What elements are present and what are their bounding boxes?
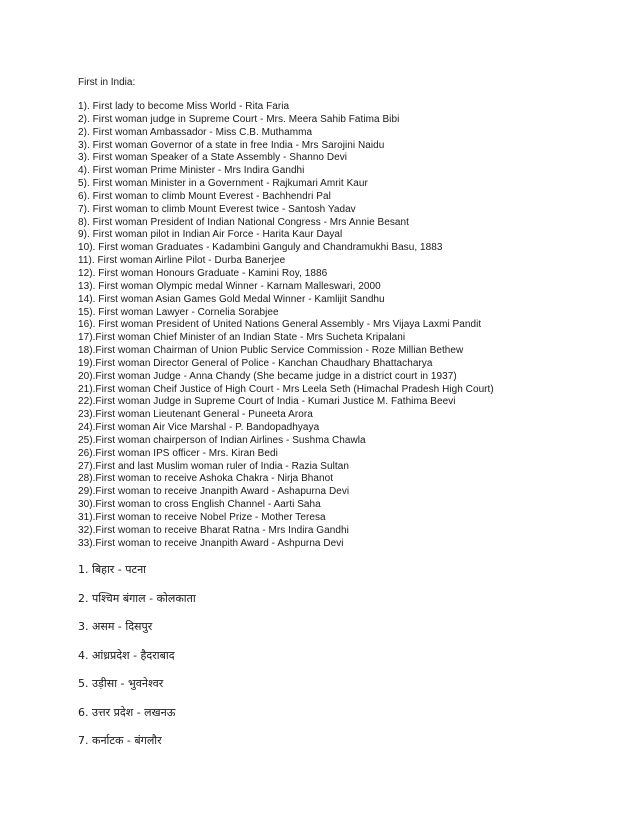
list-item: 28).First woman to receive Ashoka Chakra - Nirja Bhanot <box>78 473 334 485</box>
list-item: 2). First woman judge in Supreme Court - Mrs. Meera Sahib Fatima Bibi <box>78 113 400 125</box>
state-capital-item: 1. बिहार - पटना <box>78 563 147 576</box>
list-item: 2). First woman Ambassador - Miss C.B. Muthamma <box>78 126 313 138</box>
list-item: 23).First woman Lieutenant General - Puneeta Arora <box>78 409 313 421</box>
state-capital-item: 7. कर्नाटक - बंगलौर <box>78 734 162 747</box>
list-item: 20).First woman Judge - Anna Chandy (She became judge in a district court in 1937) <box>78 370 457 382</box>
list-item: 4). First woman Prime Minister - Mrs Indira Gandhi <box>78 165 305 177</box>
list-item: 7). First woman to climb Mount Everest twice - Santosh Yadav <box>78 203 356 215</box>
list-item: 13). First woman Olympic medal Winner - Karnam Malleswari, 2000 <box>78 280 381 292</box>
list-item: 16). First woman President of United Nations General Assembly - Mrs Vijaya Laxmi Pandit <box>78 319 482 331</box>
list-item: 33).First woman to receive Jnanpith Award - Ashpurna Devi <box>78 537 344 549</box>
list-item: 5). First woman Minister in a Government - Rajkumari Amrit Kaur <box>78 178 368 190</box>
list-item: 29).First woman to receive Jnanpith Award - Ashapurna Devi <box>78 486 350 498</box>
list-item: 10). First woman Graduates - Kadambini Ganguly and Chandramukhi Basu, 1883 <box>78 242 443 254</box>
list-item: 24).First woman Air Vice Marshal - P. Bandopadhyaya <box>78 422 320 434</box>
list-item: 9). First woman pilot in Indian Air Force - Harita Kaur Dayal <box>78 229 343 241</box>
list-item: 27).First and last Muslim woman ruler of India - Razia Sultan <box>78 460 349 472</box>
list-item: 17).First woman Chief Minister of an Indian State - Mrs Sucheta Kripalani <box>78 332 406 344</box>
list-item: 26).First woman IPS officer - Mrs. Kiran Bedi <box>78 447 278 459</box>
state-capital-item: 4. आंध्रप्रदेश - हैदराबाद <box>78 648 175 662</box>
state-capital-item: 2. पश्चिम बंगाल - कोलकाता <box>78 591 196 605</box>
list-item: 21).First woman Cheif Justice of High Court - Mrs Leela Seth (Himachal Pradesh High Court) <box>78 383 494 395</box>
firsts-list <box>78 101 494 551</box>
state-capital-item: 6. उत्तर प्रदेश - लखनऊ <box>78 705 176 719</box>
list-item: 19).First woman Director General of Police - Kanchan Chaudhary Bhattacharya <box>78 357 433 369</box>
list-item: 18).First woman Chairman of Union Public Service Commission - Roze Millian Bethew <box>78 345 464 357</box>
list-item: 31).First woman to receive Nobel Prize - Mother Teresa <box>78 512 326 523</box>
state-capital-item: 3. असम - दिसपुर <box>78 620 153 633</box>
list-item: 22).First woman Judge in Supreme Court of India - Kumari Justice M. Fathima Beevi <box>78 396 456 408</box>
list-item: 1). First lady to become Miss World - Rita Faria <box>78 101 290 112</box>
state-capitals-list <box>78 563 196 763</box>
list-item: 8). First woman President of Indian National Congress - Mrs Annie Besant <box>78 216 409 228</box>
page-heading: First in India: <box>78 77 136 88</box>
list-item: 11). First woman Airline Pilot - Durba Banerjee <box>78 255 286 267</box>
list-item: 30).First woman to cross English Channel - Aarti Saha <box>78 499 321 511</box>
list-item: 12). First woman Honours Graduate - Kamini Roy, 1886 <box>78 267 328 279</box>
state-capital-item: 5. उड़ीसा - भुवनेश्वर <box>78 677 164 690</box>
list-item: 3). First woman Governor of a state in free India - Mrs Sarojini Naidu <box>78 139 385 151</box>
list-item: 32).First woman to receive Bharat Ratna - Mrs Indira Gandhi <box>78 524 349 536</box>
list-item: 14). First woman Asian Games Gold Medal Winner - Kamlijit Sandhu <box>78 293 385 305</box>
list-item: 6). First woman to climb Mount Everest - Bachhendri Pal <box>78 190 331 202</box>
list-item: 3). First woman Speaker of a State Assembly - Shanno Devi <box>78 152 348 164</box>
list-item: 15). First woman Lawyer - Cornelia Sorabjee <box>78 306 279 318</box>
list-item: 25).First woman chairperson of Indian Airlines - Sushma Chawla <box>78 434 366 446</box>
